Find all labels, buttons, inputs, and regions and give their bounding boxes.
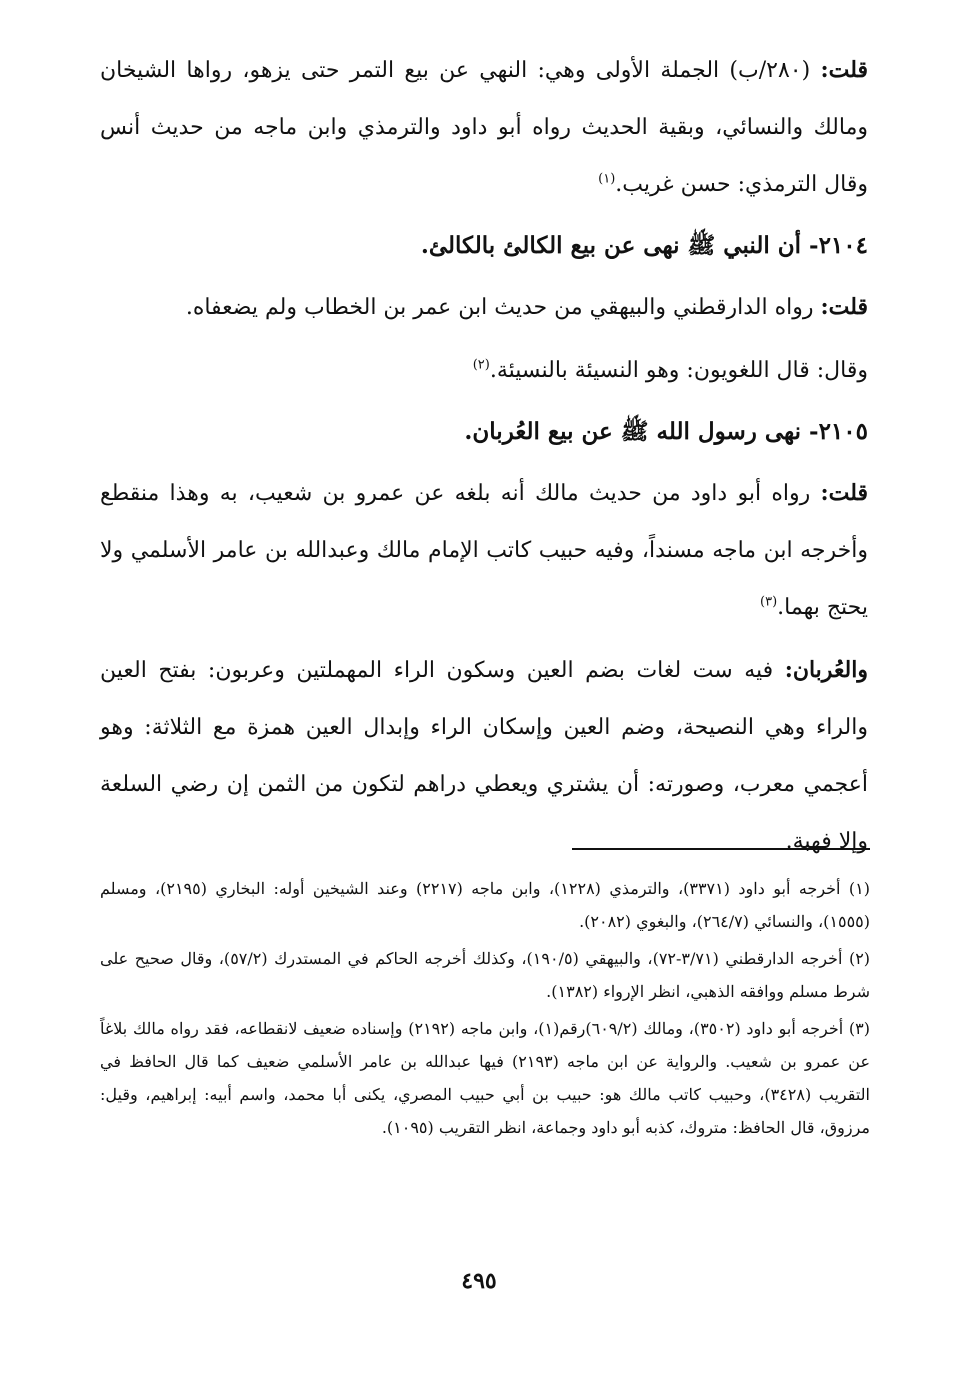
footnotes: [100, 872, 870, 1148]
paragraph-text: وقال: قال اللغويون: وهو النسيئة بالنسيئة.: [489, 358, 868, 383]
paragraph-text: (٢٨٠/ب) الجملة الأولى وهي: النهي عن بيع التمر حتى يزهو، رواها الشيخان ومالك والنسائي، وبقية الحديث رواه أبو داود والترمذي وابن ماجه من حديث أنس وقال الترمذي: حسن غريب.: [100, 58, 868, 197]
paragraph-text: رواه الدارقطني والبيهقي من حديث ابن عمر بن الخطاب ولم يضعفاه.: [185, 295, 814, 320]
hadith-heading-2105: ٢١٠٥- نهى رسول الله ﷺ عن بيع العُربان.: [464, 418, 868, 445]
paragraph-text: فيه ست لغات بضم العين وسكون الراء المهملتين وعربون: بفتح العين والراء وهي النصيحة، وضم العين وإسكان الراء وإبدال العين همزة مع الثلاثة: وهو أعجمي معرب، وصورته: أن يشتري ويعطي دراهم لتكون من الثمن إن رضي السلعة وإلا فهبة.: [100, 658, 868, 854]
hadith-heading-2104: ٢١٠٤- أن النبي ﷺ نهى عن بيع الكالئ بالكالئ.: [420, 232, 868, 259]
paragraph-1: [100, 42, 868, 213]
paragraph-3: [100, 342, 868, 399]
qult-label: قلت:: [820, 57, 868, 83]
footnote-ref-1: (١): [598, 171, 616, 187]
qult-label: قلت:: [820, 480, 868, 506]
footnote-1: (١) أخرجه أبو داود (٣٣٧١)، والترمذي (١٢٢٨)، وابن ماجه (٢٢١٧) وعند الشيخين أوله: البخاري (٢١٩٥)، ومسلم (١٥٥٥)، والنسائي (٢٦٤/٧)، والبغوي (٢٠٨٢).: [100, 879, 870, 931]
footnote-2: (٢) أخرجه الدارقطني (٣/٧١-٧٢)، والبيهقي (١٩٠/٥)، وكذلك أخرجه الحاكم في المستدرك (٥٧/٢)، وقال صحيح على شرط مسلم ووافقه الذهبي، انظر الإرواء (١٣٨٢).: [100, 949, 871, 1001]
main-text: [100, 42, 868, 876]
qult-label: قلت:: [820, 294, 868, 320]
footnote-ref-2: (٢): [472, 357, 490, 373]
urban-label: والعُربان:: [784, 657, 868, 683]
footnote-ref-3: (٣): [760, 594, 778, 610]
paragraph-5: [100, 642, 868, 870]
paragraph-4: [100, 465, 868, 636]
footnote-divider: [572, 848, 870, 850]
paragraph-2: [100, 279, 868, 336]
footnote-3: (٣) أخرجه أبو داود (٣٥٠٢)، ومالك (٦٠٩/٢)رقم(١)، وابن ماجه (٢١٩٢) وإسناده ضعيف لانقطاعه، فقد رواه مالك بلاغاً عن عمرو بن شعيب. والرواية عن ابن ماجه (٢١٩٣) فيها عبدالله بن عامر الأسلمي ضعيف كما قال الحافظ في التقريب (٣٤٢٨)، وحبيب كاتب مالك هو: حبيب بن أبي حبيب المصري، يكنى أبا محمد، واسم أبيه: إبراهيم، وقيل: مرزوق، قال الحافظ: متروك، كذبه أبو داود وجماعة، انظر التقريب (١٠٩٥).: [100, 1019, 871, 1137]
page-number: ٤٩٥: [461, 1268, 497, 1294]
paragraph-text: رواه أبو داود من حديث مالك أنه بلغه عن عمرو بن شعيب، به وهذا منقطع وأخرجه ابن ماجه مسنداً، وفيه حبيب كاتب الإمام مالك وعبدالله بن عامر الأسلمي ولا يحتج بهما.: [100, 481, 868, 620]
